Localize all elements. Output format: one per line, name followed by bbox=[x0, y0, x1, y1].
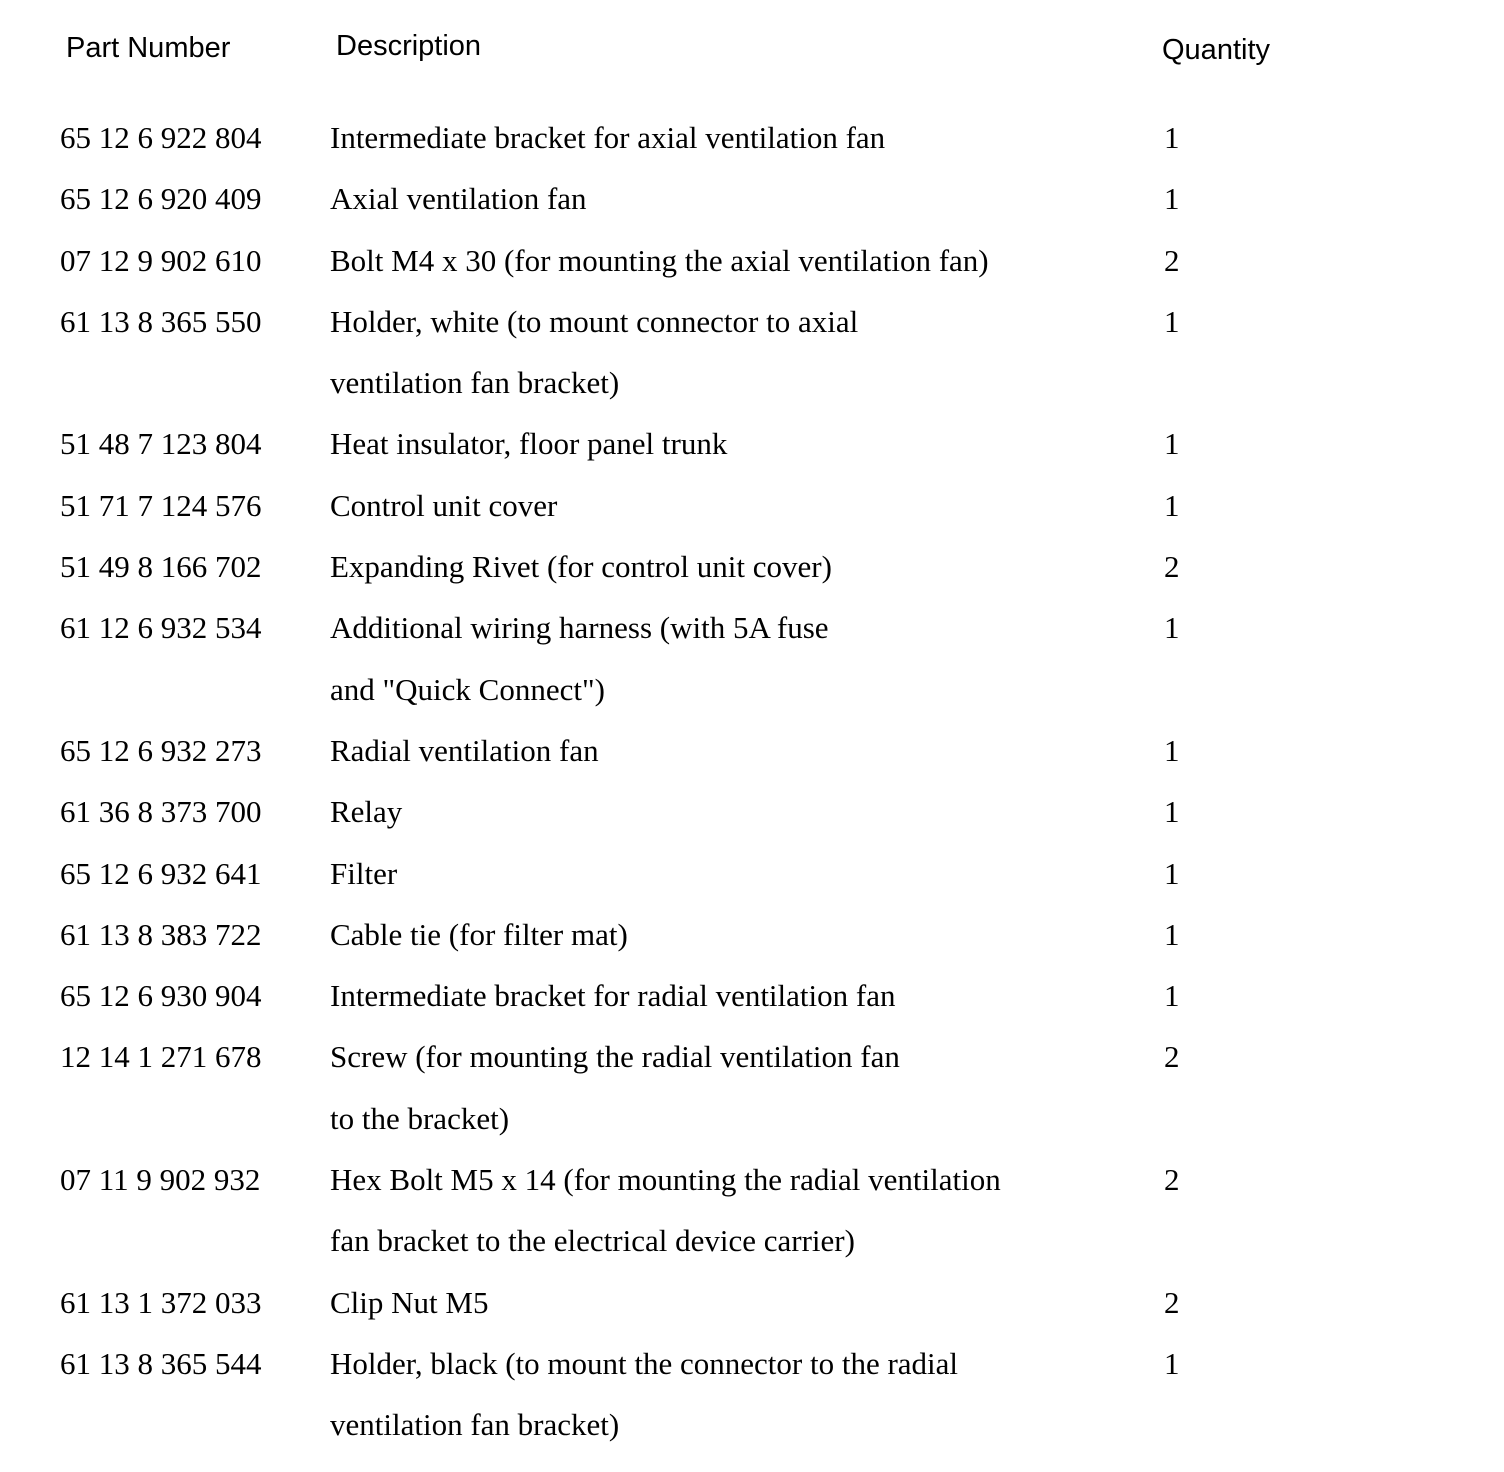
description-line: Intermediate bracket for axial ventilation fan bbox=[330, 120, 886, 155]
header-part-number: Part Number bbox=[66, 32, 231, 64]
description-line: Intermediate bracket for radial ventilation fan bbox=[330, 978, 896, 1014]
quantity-cell: 1 bbox=[1164, 916, 1180, 952]
part-number-cell: 61 13 8 365 544 bbox=[60, 1345, 262, 1381]
description-cell bbox=[330, 965, 1090, 1026]
description-line: Additional wiring harness (with 5A fuse bbox=[330, 610, 829, 646]
part-number-cell: 07 12 9 902 610 bbox=[60, 242, 262, 278]
table-row bbox=[0, 107, 1504, 168]
table-row bbox=[0, 291, 1504, 414]
table-header bbox=[0, 28, 1504, 78]
table-row bbox=[0, 168, 1504, 229]
description-line: Filter bbox=[330, 855, 398, 891]
description-line: Holder, white (to mount connector to axial bbox=[330, 303, 859, 339]
description-line: Radial ventilation fan bbox=[330, 732, 599, 768]
table-row bbox=[0, 536, 1504, 597]
description-line: Cable tie (for filter mat) bbox=[330, 916, 628, 952]
description-cell bbox=[330, 843, 1090, 904]
description-cell bbox=[330, 720, 1090, 781]
description-line: Expanding Rivet (for control unit cover) bbox=[330, 549, 832, 585]
quantity-cell: 1 bbox=[1164, 978, 1180, 1014]
parts-table-body bbox=[0, 107, 1504, 1456]
description-cell bbox=[330, 904, 1090, 965]
part-number-cell: 61 12 6 932 534 bbox=[60, 610, 262, 646]
description-cell bbox=[330, 536, 1090, 597]
description-line: Relay bbox=[330, 794, 403, 830]
quantity-cell: 1 bbox=[1164, 732, 1180, 768]
description-line: and "Quick Connect") bbox=[330, 671, 605, 707]
description-cell bbox=[330, 1149, 1090, 1272]
table-row bbox=[0, 843, 1504, 904]
quantity-cell: 1 bbox=[1164, 794, 1180, 830]
table-row bbox=[0, 230, 1504, 291]
table-row bbox=[0, 597, 1504, 720]
table-row bbox=[0, 1272, 1504, 1333]
part-number-cell: 61 13 8 365 550 bbox=[60, 303, 262, 339]
part-number-cell: 65 12 6 920 409 bbox=[60, 181, 262, 217]
description-cell bbox=[330, 1333, 1090, 1456]
header-quantity: Quantity bbox=[1162, 34, 1270, 66]
table-row bbox=[0, 1333, 1504, 1456]
description-line: Bolt M4 x 30 (for mounting the axial ventilation fan) bbox=[330, 242, 989, 278]
part-number-cell: 51 49 8 166 702 bbox=[60, 549, 262, 585]
description-line: ventilation fan bracket) bbox=[330, 365, 620, 401]
description-cell bbox=[330, 413, 1090, 474]
quantity-cell: 2 bbox=[1164, 1039, 1180, 1075]
part-number-cell: 51 71 7 124 576 bbox=[60, 487, 262, 523]
description-cell bbox=[330, 1272, 1090, 1333]
description-line: Clip Nut M5 bbox=[330, 1284, 489, 1320]
part-number-cell: 65 12 6 922 804 bbox=[60, 120, 262, 155]
description-line: Axial ventilation fan bbox=[330, 181, 587, 217]
table-row bbox=[0, 904, 1504, 965]
description-line: Control unit cover bbox=[330, 487, 558, 523]
description-cell bbox=[330, 107, 1090, 168]
description-cell bbox=[330, 781, 1090, 842]
part-number-cell: 61 36 8 373 700 bbox=[60, 794, 262, 830]
part-number-cell: 65 12 6 930 904 bbox=[60, 978, 262, 1014]
quantity-cell: 2 bbox=[1164, 1284, 1180, 1320]
part-number-cell: 61 13 1 372 033 bbox=[60, 1284, 262, 1320]
table-row bbox=[0, 965, 1504, 1026]
part-number-cell: 65 12 6 932 641 bbox=[60, 855, 262, 891]
description-line: Heat insulator, floor panel trunk bbox=[330, 426, 728, 462]
part-number-cell: 07 11 9 902 932 bbox=[60, 1162, 261, 1198]
quantity-cell: 1 bbox=[1164, 303, 1180, 339]
description-cell bbox=[330, 230, 1090, 291]
description-line: Screw (for mounting the radial ventilation fan bbox=[330, 1039, 900, 1075]
table-row bbox=[0, 781, 1504, 842]
description-cell bbox=[330, 597, 1090, 720]
quantity-cell: 1 bbox=[1164, 426, 1180, 462]
table-row bbox=[0, 413, 1504, 474]
part-number-cell: 51 48 7 123 804 bbox=[60, 426, 262, 462]
description-cell bbox=[330, 475, 1090, 536]
quantity-cell: 1 bbox=[1164, 855, 1180, 891]
description-line: fan bracket to the electrical device carrier) bbox=[330, 1223, 855, 1259]
description-line: Holder, black (to mount the connector to the radial bbox=[330, 1345, 959, 1381]
quantity-cell: 1 bbox=[1164, 181, 1180, 217]
quantity-cell: 2 bbox=[1164, 1162, 1180, 1198]
quantity-cell: 1 bbox=[1164, 1345, 1180, 1381]
table-row bbox=[0, 1149, 1504, 1272]
part-number-cell: 61 13 8 383 722 bbox=[60, 916, 262, 952]
description-cell bbox=[330, 291, 1090, 414]
table-row bbox=[0, 1026, 1504, 1149]
description-line: ventilation fan bracket) bbox=[330, 1407, 620, 1443]
part-number-cell: 12 14 1 271 678 bbox=[60, 1039, 262, 1075]
table-row bbox=[0, 720, 1504, 781]
description-cell bbox=[330, 168, 1090, 229]
quantity-cell: 2 bbox=[1164, 242, 1180, 278]
description-cell bbox=[330, 1026, 1090, 1149]
quantity-cell: 1 bbox=[1164, 610, 1180, 646]
description-line: to the bracket) bbox=[330, 1100, 510, 1136]
header-description: Description bbox=[336, 30, 482, 62]
description-line: Hex Bolt M5 x 14 (for mounting the radial ventilation bbox=[330, 1162, 1001, 1198]
quantity-cell: 2 bbox=[1164, 549, 1180, 585]
table-row bbox=[0, 475, 1504, 536]
quantity-cell: 1 bbox=[1164, 120, 1180, 155]
part-number-cell: 65 12 6 932 273 bbox=[60, 732, 262, 768]
quantity-cell: 1 bbox=[1164, 487, 1180, 523]
